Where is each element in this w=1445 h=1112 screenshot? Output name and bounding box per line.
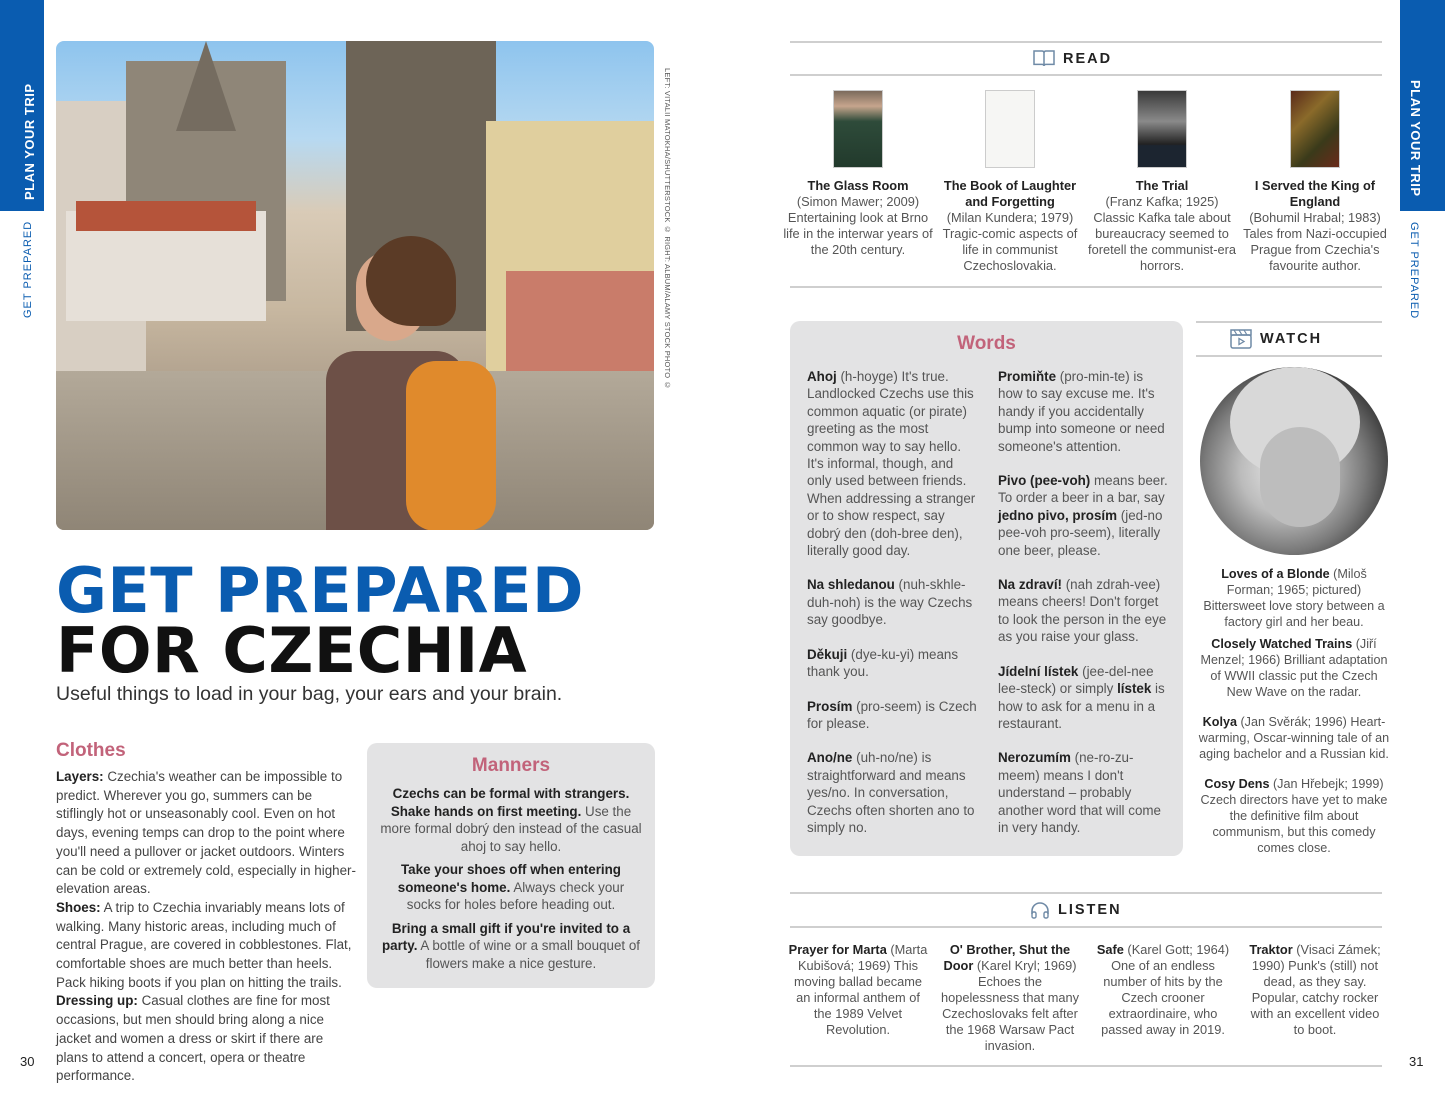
- film-still-loves-of-a-blonde: [1200, 367, 1388, 555]
- book-title: The Glass Room: [807, 178, 909, 193]
- divider: [790, 41, 1382, 43]
- book-cover: [1290, 90, 1340, 168]
- word-term: Ahoj: [807, 369, 837, 384]
- book-cover: [1137, 90, 1187, 168]
- book-title: The Trial: [1135, 178, 1189, 193]
- film-title: Closely Watched Trains: [1211, 637, 1353, 651]
- manners-item-text: Always check your socks for holes before heading out.: [406, 879, 625, 912]
- divider: [790, 892, 1382, 894]
- page-title-line1: GET PREPARED: [56, 554, 584, 627]
- film-item: [1198, 714, 1390, 762]
- word-term: Prosím: [807, 698, 853, 714]
- words-column-1: [807, 368, 979, 853]
- song-title: Traktor: [1249, 942, 1293, 957]
- word-term: lístek: [1117, 681, 1152, 697]
- hero-photo-prague-street: [56, 41, 654, 530]
- word-text: (dye-ku-yi) means thank you.: [807, 646, 959, 680]
- manners-box: [367, 743, 655, 988]
- book-title: I Served the King of England: [1254, 178, 1376, 209]
- song-text: (Karel Gott; 1964) One of an endless number of hits by the Czech crooner extraordinaire, who passed away in 2019.: [1101, 942, 1230, 1037]
- book-desc: Entertaining look at Brno life in the interwar years of the 20th century.: [783, 210, 933, 257]
- word-entry: [998, 576, 1170, 646]
- word-entry: [998, 749, 1170, 836]
- film-title: Cosy Dens: [1204, 777, 1270, 791]
- song-title: Safe: [1096, 942, 1124, 957]
- book-meta: (Simon Mawer; 2009): [796, 194, 920, 209]
- divider: [790, 286, 1382, 288]
- book-item: [783, 90, 933, 258]
- photo-credit: LEFT: VITALII MATOKHA/SHUTTERSTOCK © RIGHT: ALBUM/ALAMY STOCK PHOTO ©: [663, 68, 672, 390]
- clothes-item: [56, 899, 356, 993]
- clothes-item-label: Shoes:: [56, 899, 101, 915]
- film-title: Kolya: [1202, 715, 1237, 729]
- song-item: [940, 942, 1080, 1054]
- watch-heading-label: WATCH: [1260, 331, 1323, 347]
- divider: [790, 926, 1382, 928]
- word-entry: [998, 472, 1170, 559]
- film-text: (Miloš Forman; 1965; pictured) Bittersweet love story between a factory girl and her beau.: [1203, 567, 1385, 629]
- film-text: (Jan Hřebejk; 1999) Czech directors have yet to make the definitive film about communism, but this comedy comes close.: [1200, 777, 1388, 855]
- read-heading: [1033, 49, 1112, 69]
- page-title-line2: FOR CZECHIA: [56, 614, 528, 687]
- word-text: (jee-del-nee lee-steck) or simply: [998, 663, 1154, 697]
- clapperboard-icon: [1230, 329, 1252, 349]
- divider: [1196, 355, 1382, 357]
- word-entry: [807, 368, 979, 559]
- clothes-heading: Clothes: [56, 740, 126, 761]
- clothes-section: [56, 740, 356, 1086]
- song-text: (Visaci Zámek; 1990) Punk's (still) not dead, as they say. Popular, catchy rocker with an excellent video to boot.: [1250, 942, 1381, 1037]
- side-tab-left-section: PLAN YOUR TRIP: [22, 83, 37, 200]
- word-text: (uh-no/ne) is straightforward and means yes/no. In conversation, Czechs often shorten ano to simply no.: [807, 750, 975, 835]
- book-desc: Tales from Nazi-occupied Prague from Czechia's favourite author.: [1243, 226, 1387, 273]
- book-title: The Book of Laughter and Forgetting: [943, 178, 1077, 209]
- film-text: (Jiří Menzel; 1966) Brilliant adaptation of WWII classic put the Czech New Wave on the radar.: [1200, 637, 1388, 699]
- clothes-item-label: Dressing up:: [56, 993, 138, 1009]
- word-entry: [807, 646, 979, 681]
- film-item: [1198, 566, 1390, 630]
- side-tab-right-section: PLAN YOUR TRIP: [1408, 80, 1423, 197]
- word-term: Na zdraví!: [998, 577, 1062, 593]
- word-term: jedno pivo, prosím: [998, 507, 1118, 523]
- page-number-left: 30: [20, 1054, 35, 1069]
- word-term: Na shledanou: [807, 577, 895, 593]
- word-text: (ne-ro-zu-meem) means I don't understand – probably another word that will come in very handy.: [998, 750, 1161, 835]
- word-term: Nerozumím: [998, 750, 1071, 766]
- manners-item-text: Use the more formal dobrý den instead of the casual ahoj to say hello.: [380, 803, 642, 854]
- manners-heading: Manners: [471, 755, 551, 776]
- clothes-item-text: A trip to Czechia invariably means lots of walking. Many historic areas, including much of central Prague, are covered in cobblestones. Flat, comfortable shoes are much better than heels. Pack hiking boots if you plan on hitting the trails.: [56, 899, 352, 990]
- film-title: Loves of a Blonde: [1221, 567, 1330, 581]
- word-entry: [807, 749, 979, 836]
- clothes-item-text: Casual clothes are fine for most occasions, but men should bring along a nice jacket and women a dress or skirt if there are plans to attend a concert, opera or theatre performance.: [56, 993, 330, 1084]
- manners-item-bold: Bring a small gift if you're invited to a party.: [381, 920, 631, 953]
- side-tab-right-subsection: GET PREPARED: [1408, 222, 1420, 320]
- divider: [790, 1065, 1382, 1067]
- listen-heading: [1030, 901, 1122, 919]
- page-number-right: 31: [1409, 1054, 1424, 1069]
- clothes-item: [56, 768, 356, 899]
- word-term: Jídelní lístek: [998, 663, 1079, 679]
- watch-list: [1198, 566, 1390, 860]
- book-item: [1087, 90, 1237, 274]
- book-icon: [1033, 49, 1055, 69]
- book-meta: (Bohumil Hrabal; 1983): [1249, 210, 1381, 225]
- book-cover: [833, 90, 883, 168]
- song-text: (Marta Kubišová; 1969) This moving ballad became an informal anthem of the 1989 Velvet Revolution.: [793, 942, 928, 1037]
- headphones-icon: [1030, 901, 1050, 919]
- song-title: O' Brother, Shut the Door: [943, 942, 1071, 973]
- word-text: (pro-min-te) is how to say excuse me. It's handy if you accidentally bump into someone or need someone's attention.: [998, 369, 1165, 454]
- word-text: (jed-no pee-voh pro-seem), literally one beer, please.: [998, 507, 1163, 558]
- word-text: means beer. To order a beer in a bar, say: [998, 473, 1168, 506]
- listen-heading-label: LISTEN: [1058, 902, 1122, 918]
- song-text: (Karel Kryl; 1969) Echoes the hopelessness that many Czechoslovaks felt after the 1968 Warsaw Pact invasion.: [940, 958, 1079, 1053]
- book-meta: (Franz Kafka; 1925): [1105, 194, 1219, 209]
- manners-item-bold: Czechs can be formal with strangers. Shake hands on first meeting.: [390, 786, 630, 819]
- words-heading: Words: [957, 333, 1016, 354]
- film-item: [1198, 636, 1390, 700]
- word-text: (pro-seem) is Czech for please.: [807, 698, 977, 731]
- word-text: is how to ask for a menu in a restaurant.: [998, 681, 1165, 731]
- manners-item-bold: Take your shoes off when entering someone's home.: [397, 862, 621, 895]
- song-item: [1093, 942, 1233, 1038]
- book-desc: Classic Kafka tale about bureaucracy seemed to foretell the communist-era horrors.: [1088, 210, 1236, 273]
- manners-item: [379, 920, 643, 973]
- film-item: [1198, 776, 1390, 856]
- word-term: Ano/ne: [807, 750, 853, 766]
- word-text: (nah zdrah-vee) means cheers! Don't forget to look the person in the eye as you raise your glass.: [998, 577, 1167, 645]
- book-item: [1240, 90, 1390, 274]
- side-tab-left-subsection: GET PREPARED: [22, 220, 34, 318]
- word-entry: [998, 368, 1170, 455]
- words-column-2: [998, 368, 1170, 853]
- manners-item: [379, 785, 643, 855]
- manners-item-text: A bottle of wine or a small bouquet of flowers make a nice gesture.: [417, 938, 641, 971]
- word-term: Děkuji: [807, 646, 848, 662]
- word-entry: [807, 576, 979, 628]
- word-text: (h-hoyge) It's true. Landlocked Czechs use this common aquatic (or pirate) greeting as the most common way to say hello. It's informal, though, and only used between friends. When addressing a stranger or to show respect, say dobrý den (doh-bree den), literally good day.: [807, 369, 976, 559]
- clothes-item-label: Layers:: [56, 769, 104, 784]
- word-term: Promiňte: [998, 369, 1057, 384]
- watch-heading: [1230, 329, 1322, 349]
- word-entry: [807, 698, 979, 733]
- song-title: Prayer for Marta: [788, 942, 887, 957]
- word-text: (nuh-skhle-duh-noh) is the way Czechs say goodbye.: [807, 577, 973, 628]
- woman-figure: [306, 231, 496, 530]
- clothes-item: [56, 992, 356, 1086]
- page-subtitle: Useful things to load in your bag, your ears and your brain.: [56, 683, 563, 705]
- book-desc: Tragic-comic aspects of life in communist Czechoslovakia.: [942, 226, 1078, 273]
- film-text: (Jan Svěrák; 1996) Heart-warming, Oscar-winning tale of an aging bachelor and a Russian kid.: [1198, 715, 1390, 761]
- book-meta: (Milan Kundera; 1979): [946, 210, 1074, 225]
- words-box: [790, 321, 1183, 856]
- book-cover: [985, 90, 1035, 168]
- clothes-item-text: Czechia's weather can be impossible to predict. Wherever you go, summers can be stiflingly hot or unseasonably cool. Even on hot days, evening temps can drop to the point where you'll need a pullover or jacket outdoors. Winters can be cold or extremely cold, especially in higher-elevation areas.: [56, 769, 356, 897]
- divider: [1196, 321, 1382, 323]
- song-item: [788, 942, 928, 1038]
- divider: [790, 74, 1382, 76]
- word-term: Pivo (pee-voh): [998, 473, 1091, 489]
- word-entry: [998, 663, 1170, 733]
- book-item: [935, 90, 1085, 274]
- song-item: [1245, 942, 1385, 1038]
- read-heading-label: READ: [1063, 51, 1113, 67]
- manners-item: [379, 861, 643, 914]
